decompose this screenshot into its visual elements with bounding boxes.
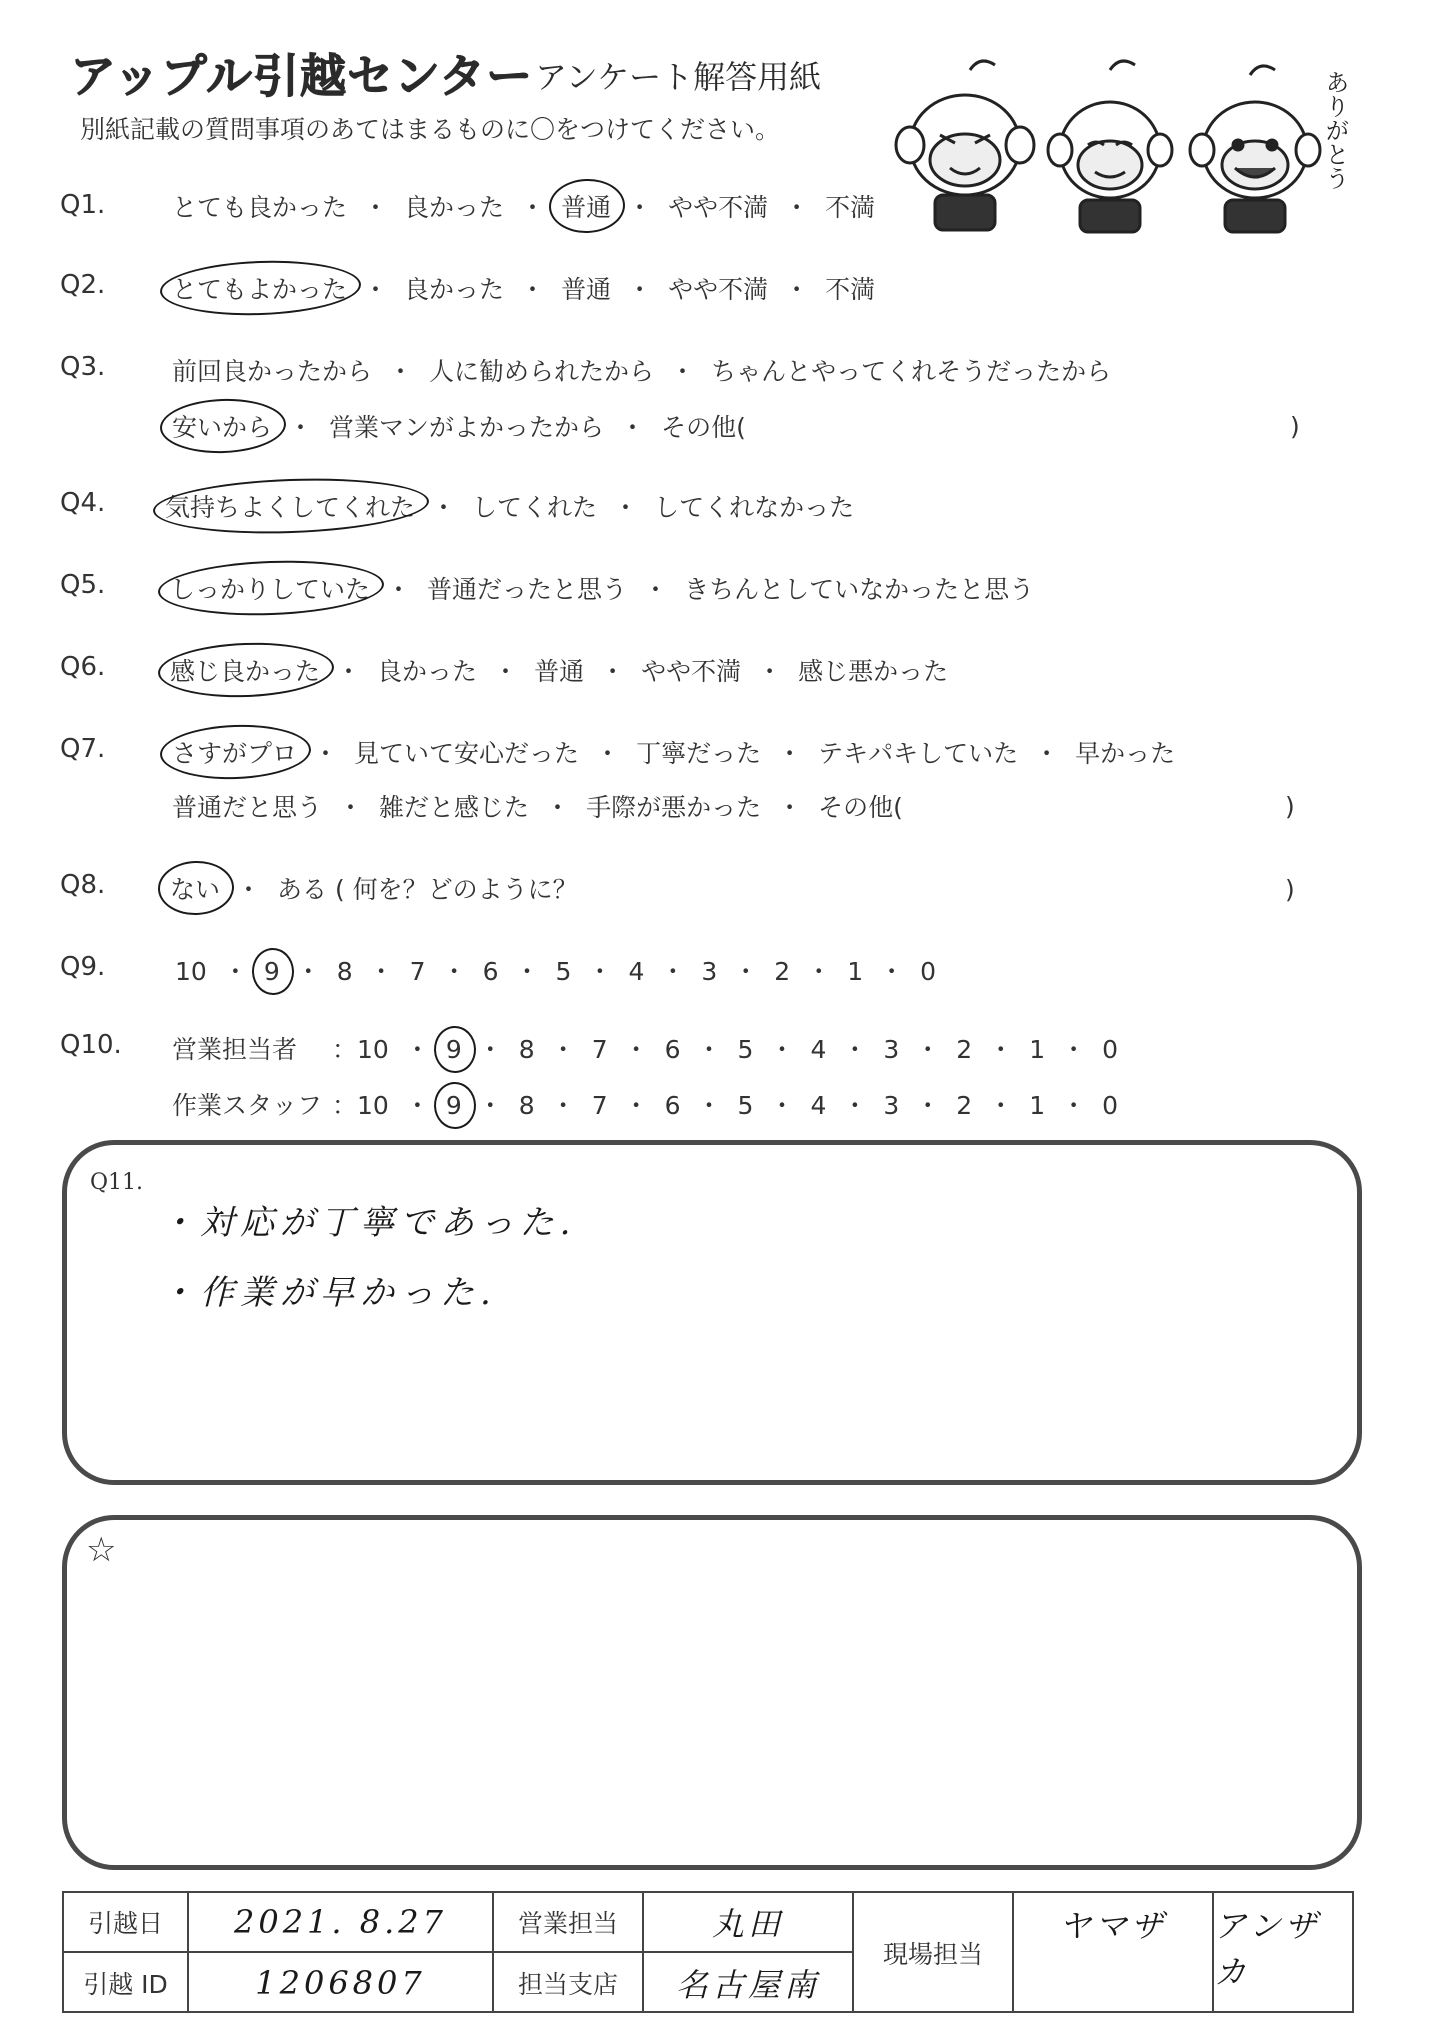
q3-options-line1: 前回良かったから ・ 人に勧められたから ・ ちゃんとやってくれそうだったから xyxy=(172,357,1112,386)
q10-row-sales: 営業担当者 ：10 ・ 9 ・ 8 ・ 7 ・ 6 ・ 5 ・ 4 ・ 3 ・ 2 ・ 1 ・ 0 xyxy=(172,1030,1118,1066)
q4-option[interactable]: してくれた xyxy=(472,493,598,522)
q2-option[interactable]: 普通 xyxy=(561,275,612,304)
q2-option[interactable]: 不満 xyxy=(825,275,876,304)
q7-option[interactable]: 普通だと思う xyxy=(172,793,323,822)
q6-option-selected[interactable]: 感じ良かった xyxy=(170,652,320,688)
question-label: Q6. xyxy=(60,652,106,682)
question-label: Q9. xyxy=(60,952,106,982)
q10-sales-score[interactable]: 2 xyxy=(956,1035,973,1064)
q10-row-label: 営業担当者 xyxy=(172,1035,298,1064)
q2-options: とてもよかった ・ 良かった ・ 普通 ・ やや不満 ・ 不満 xyxy=(172,270,875,306)
q10-sales-score[interactable]: 7 xyxy=(591,1035,608,1064)
q7-option[interactable]: テキパキしていた xyxy=(818,739,1019,768)
q2-option[interactable]: やや不満 xyxy=(668,275,769,304)
q6-option[interactable]: 普通 xyxy=(534,657,585,686)
q9-score-selected[interactable]: 9 xyxy=(263,957,280,986)
mascot-center-icon xyxy=(1048,61,1172,232)
q1-option[interactable]: 不満 xyxy=(825,193,876,222)
q7-option[interactable]: 手際が悪かった xyxy=(586,793,762,822)
q3-option[interactable]: 人に勧められたから xyxy=(429,357,655,386)
q9-score[interactable]: 5 xyxy=(555,957,572,986)
q4-option-selected[interactable]: 気持ちよくしてくれた xyxy=(165,488,415,524)
q10-sales-score[interactable]: 10 xyxy=(357,1035,389,1064)
q8-option[interactable]: ある ( 何を？どのように？ xyxy=(277,875,578,904)
q10-sales-score[interactable]: 1 xyxy=(1029,1035,1046,1064)
q3-options-line2: 安いから ・ 営業マンがよかったから ・ その他( xyxy=(172,408,746,444)
q9-score[interactable]: 10 xyxy=(175,957,207,986)
q10-sales-score[interactable]: 8 xyxy=(518,1035,535,1064)
question-label: Q8. xyxy=(60,870,106,900)
q7-option[interactable]: 雑だと感じた xyxy=(379,793,530,822)
company-title: アップル引越センター xyxy=(70,49,534,103)
mascot-illustration xyxy=(880,50,1350,240)
sales-rep-value: 丸田 xyxy=(644,1893,854,1953)
q6-option[interactable]: 感じ悪かった xyxy=(798,657,949,686)
question-label: Q5. xyxy=(60,570,106,600)
q7-option[interactable]: 丁寧だった xyxy=(636,739,762,768)
q11-handwritten-line: ・作業が早かった. xyxy=(160,1273,497,1313)
q1-option[interactable]: 良かった xyxy=(404,193,505,222)
move-id-label: 引越 ID xyxy=(64,1953,189,2013)
q10-staff-score[interactable]: 5 xyxy=(737,1091,754,1120)
question-label: Q2. xyxy=(60,270,106,300)
q6-option[interactable]: やや不満 xyxy=(641,657,742,686)
q7-options-line1: さすがプロ ・ 見ていて安心だった ・ 丁寧だった ・ テキパキしていた ・ 早かった xyxy=(172,734,1175,770)
branch-value: 名古屋南 xyxy=(644,1953,854,2013)
star-comment-box[interactable] xyxy=(62,1515,1362,1870)
q10-staff-score-selected[interactable]: 9 xyxy=(445,1091,462,1120)
question-label: Q1. xyxy=(60,190,106,220)
move-id-value: 1206807 xyxy=(189,1953,494,2013)
q3-option-selected[interactable]: 安いから xyxy=(172,408,272,444)
q1-option-selected[interactable]: 普通 xyxy=(561,188,611,224)
move-date-label: 引越日 xyxy=(64,1893,189,1953)
q5-option[interactable]: 普通だったと思う xyxy=(427,575,628,604)
q11-handwritten-line: ・対応が丁寧であった. xyxy=(160,1203,577,1243)
instruction-text: 別紙記載の質問事項のあてはまるものに〇をつけてください。 xyxy=(80,115,781,144)
q10-sales-score[interactable]: 5 xyxy=(737,1035,754,1064)
q3-option[interactable]: その他( xyxy=(661,413,746,442)
closing-paren: ) xyxy=(1285,875,1295,904)
closing-paren: ) xyxy=(1285,792,1295,821)
q10-staff-score[interactable]: 2 xyxy=(956,1091,973,1120)
q9-scale: 10 ・ 9 ・ 8 ・ 7 ・ 6 ・ 5 ・ 4 ・ 3 ・ 2 ・ 1 ・ 0 xyxy=(175,957,937,986)
site-rep-label: 現場担当 xyxy=(854,1893,1014,2013)
q1-option[interactable]: とても良かった xyxy=(172,193,348,222)
q1-option[interactable]: やや不満 xyxy=(668,193,769,222)
q10-sales-score[interactable]: 6 xyxy=(664,1035,681,1064)
q1-options: とても良かった ・ 良かった ・ 普通 ・ やや不満 ・ 不満 xyxy=(172,188,875,224)
star-icon: ☆ xyxy=(86,1530,117,1570)
q6-option[interactable]: 良かった xyxy=(377,657,478,686)
q10-staff-score[interactable]: 0 xyxy=(1102,1091,1119,1120)
mascot-right-icon xyxy=(1190,66,1320,232)
move-date-value: 2021. 8.27 xyxy=(189,1893,494,1953)
q8-options: ない ・ ある ( 何を？どのように？ xyxy=(170,870,578,906)
q7-option[interactable]: その他( xyxy=(818,793,903,822)
q5-options: しっかりしていた ・ 普通だったと思う ・ きちんとしていなかったと思う xyxy=(170,570,1034,606)
q9-score[interactable]: 1 xyxy=(847,957,864,986)
question-label: Q7. xyxy=(60,734,106,764)
q7-option[interactable]: 早かった xyxy=(1075,739,1176,768)
q3-option[interactable]: 前回良かったから xyxy=(172,357,373,386)
q9-score[interactable]: 6 xyxy=(482,957,499,986)
q11-label: Q11. xyxy=(90,1170,144,1195)
q10-sales-score[interactable]: 0 xyxy=(1102,1035,1119,1064)
q10-staff-score[interactable]: 3 xyxy=(883,1091,900,1120)
q10-row-label: 作業スタッフ xyxy=(172,1091,323,1120)
q10-staff-score[interactable]: 1 xyxy=(1029,1091,1046,1120)
q10-staff-score[interactable]: 7 xyxy=(591,1091,608,1120)
q10-row-staff: 作業スタッフ ：10 ・ 9 ・ 8 ・ 7 ・ 6 ・ 5 ・ 4 ・ 3 ・ 2 ・ 1 ・ 0 xyxy=(172,1086,1118,1122)
q9-score[interactable]: 7 xyxy=(409,957,426,986)
branch-label: 担当支店 xyxy=(494,1953,644,2013)
q10-staff-score[interactable]: 8 xyxy=(518,1091,535,1120)
q10-sales-score[interactable]: 3 xyxy=(883,1035,900,1064)
q3-option[interactable]: 営業マンがよかったから xyxy=(329,413,605,442)
mascot-left-icon xyxy=(896,61,1034,230)
q9-score[interactable]: 3 xyxy=(701,957,718,986)
site-rep-value: ヤマザ xyxy=(1014,1893,1214,2013)
footer-info-table xyxy=(62,1891,1354,2013)
q3-option[interactable]: ちゃんとやってくれそうだったから xyxy=(711,357,1112,386)
q2-option-selected[interactable]: とてもよかった xyxy=(172,270,347,306)
mascot-thanks-text: ありがとう xyxy=(1321,70,1349,190)
q5-option[interactable]: きちんとしていなかったと思う xyxy=(684,575,1035,604)
question-label: Q4. xyxy=(60,488,106,518)
q9-score[interactable]: 4 xyxy=(628,957,645,986)
q9-score[interactable]: 2 xyxy=(774,957,791,986)
q5-option-selected[interactable]: しっかりしていた xyxy=(170,570,370,606)
q6-options: 感じ良かった ・ 良かった ・ 普通 ・ やや不満 ・ 感じ悪かった xyxy=(170,652,948,688)
closing-paren: ) xyxy=(1290,412,1300,441)
q4-option[interactable]: してくれなかった xyxy=(654,493,855,522)
sales-rep-label: 営業担当 xyxy=(494,1893,644,1953)
q7-options-line2: 普通だと思う ・ 雑だと感じた ・ 手際が悪かった ・ その他( xyxy=(172,793,903,822)
q4-options: 気持ちよくしてくれた ・ してくれた ・ してくれなかった xyxy=(165,488,854,524)
q7-option-selected[interactable]: さすがプロ xyxy=(172,734,297,770)
q8-option-selected[interactable]: ない xyxy=(170,870,220,906)
q7-option[interactable]: 見ていて安心だった xyxy=(354,739,580,768)
q9-score[interactable]: 8 xyxy=(336,957,353,986)
site-rep-value: アンザカ xyxy=(1214,1907,1321,1991)
question-label: Q3. xyxy=(60,352,106,382)
q10-staff-score[interactable]: 6 xyxy=(664,1091,681,1120)
q10-sales-score[interactable]: 4 xyxy=(810,1035,827,1064)
q2-option[interactable]: 良かった xyxy=(404,275,505,304)
form-title: アンケート解答用紙 xyxy=(535,58,822,96)
question-label: Q10. xyxy=(60,1030,122,1060)
q10-staff-score[interactable]: 4 xyxy=(810,1091,827,1120)
q10-sales-score-selected[interactable]: 9 xyxy=(445,1035,462,1064)
q10-staff-score[interactable]: 10 xyxy=(357,1091,389,1120)
q9-score[interactable]: 0 xyxy=(920,957,937,986)
